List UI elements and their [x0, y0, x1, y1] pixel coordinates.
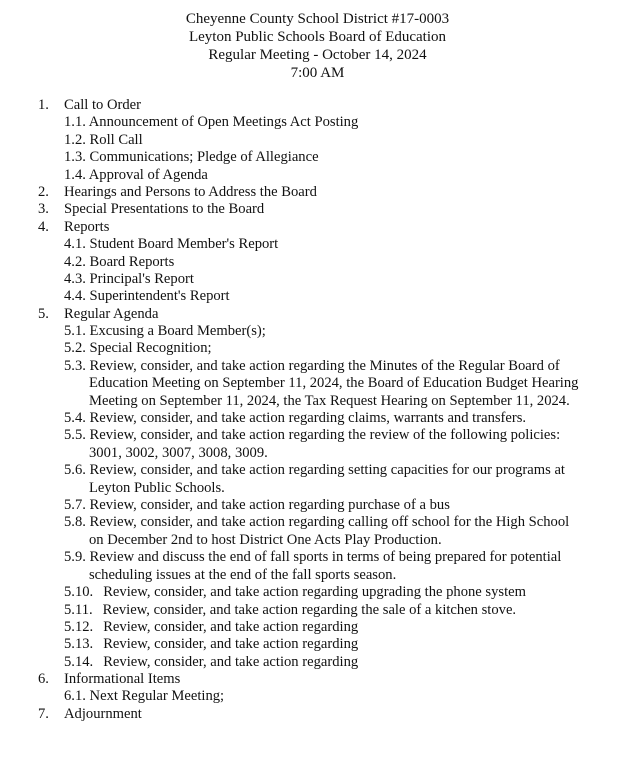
- agenda-subitem: [0, 167, 635, 184]
- subitem-number: 5.11.: [64, 601, 93, 618]
- subitem-number: 4.2.: [64, 253, 86, 270]
- agenda-subitem: [0, 619, 635, 636]
- item-number: 6.: [38, 671, 49, 688]
- subitem-number: 5.6.: [64, 462, 86, 479]
- meeting-title: Regular Meeting - October 14, 2024: [208, 47, 427, 63]
- subitem-text: Announcement of Open Meetings Act Posting: [88, 114, 359, 131]
- agenda-item: [0, 706, 635, 723]
- subitem-number: 5.2.: [64, 340, 86, 357]
- agenda-subitem: [0, 236, 635, 253]
- agenda-item: [0, 219, 635, 236]
- agenda-subitem: [0, 636, 635, 653]
- subitem-number: 1.4.: [64, 166, 86, 183]
- agenda-subitem: [0, 497, 635, 514]
- subitem-number: 5.1.: [64, 323, 86, 340]
- subitem-text: Review, consider, and take action regarding claims, warrants and transfers.: [89, 410, 527, 427]
- item-number: 2.: [38, 183, 49, 200]
- subitem-number: 5.8.: [64, 514, 86, 531]
- subitem-text-line: Review and discuss the end of fall sports in terms of being prepared for potential: [89, 549, 562, 566]
- district-name: Cheyenne County School District #17-0003: [185, 11, 450, 27]
- subitem-text-line: Leyton Public Schools.: [89, 479, 225, 496]
- agenda-list: [0, 97, 635, 723]
- agenda-subitem: [0, 271, 635, 288]
- agenda-subitem: [0, 132, 635, 149]
- subitem-number: 5.12.: [64, 618, 94, 635]
- agenda-subitem: [0, 602, 635, 619]
- agenda-subitem: [0, 688, 635, 705]
- agenda-subitem: [0, 410, 635, 427]
- agenda-subitem: [64, 514, 635, 549]
- subitem-number: 1.1.: [64, 114, 86, 131]
- item-title: Hearings and Persons to Address the Board: [64, 183, 317, 200]
- subitem-text-line: Review, consider, and take action regarding setting capacities for our programs at: [89, 462, 565, 479]
- subitem-text: Review, consider, and take action regarding: [103, 653, 359, 670]
- subitem-number: 5.3.: [64, 357, 86, 374]
- item-title: Reports: [64, 218, 110, 235]
- subitem-number: 6.1.: [64, 688, 86, 705]
- board-name: Leyton Public Schools Board of Education: [188, 29, 447, 45]
- agenda-subitem: [64, 549, 635, 584]
- agenda-subitem: [0, 340, 635, 357]
- agenda-subitem: [0, 323, 635, 340]
- subitem-number: 4.1.: [64, 236, 86, 253]
- subitem-text-line: Review, consider, and take action regarding the review of the following policies:: [89, 427, 561, 444]
- item-title: Call to Order: [64, 97, 142, 113]
- subitem-text-line: Education Meeting on September 11, 2024, the Board of Education Budget Hearing: [89, 375, 579, 392]
- document-header: [0, 10, 635, 82]
- subitem-text-line: 3001, 3002, 3007, 3008, 3009.: [89, 444, 268, 461]
- agenda-subitem: [0, 254, 635, 271]
- subitem-text: Review, consider, and take action regarding purchase of a bus: [89, 497, 450, 514]
- item-title: Informational Items: [64, 671, 181, 688]
- agenda-subitem: [64, 427, 635, 462]
- agenda-item: [0, 201, 635, 218]
- subitem-text: Approval of Agenda: [88, 166, 208, 183]
- agenda-subitem: [0, 288, 635, 305]
- subitem-number: 5.9.: [64, 549, 86, 566]
- subitem-text: Superintendent's Report: [89, 288, 230, 305]
- subitem-text: Student Board Member's Report: [89, 236, 279, 253]
- item-title: Special Presentations to the Board: [64, 201, 265, 218]
- subitem-text: Review, consider, and take action regarding: [103, 636, 359, 653]
- agenda-item: [0, 97, 635, 114]
- item-number: 1.: [38, 97, 49, 113]
- agenda-subitem: [64, 462, 635, 497]
- subitem-text: Principal's Report: [89, 270, 194, 287]
- subitem-text-line: Review, consider, and take action regarding the Minutes of the Regular Board of: [89, 357, 560, 374]
- meeting-time: 7:00 AM: [290, 65, 345, 81]
- agenda-subitem: [0, 584, 635, 601]
- subitem-text: Excusing a Board Member(s);: [89, 323, 266, 340]
- subitem-number: 5.5.: [64, 427, 86, 444]
- agenda-item: [0, 184, 635, 201]
- subitem-text: Roll Call: [89, 131, 143, 148]
- subitem-number: 1.3.: [64, 149, 86, 166]
- agenda-item: [0, 306, 635, 323]
- agenda-subitem: [0, 654, 635, 671]
- subitem-number: 5.4.: [64, 410, 86, 427]
- subitem-text-line: on December 2nd to host District One Acts Play Production.: [89, 531, 442, 548]
- subitem-text: Special Recognition;: [89, 340, 212, 357]
- subitem-text: Board Reports: [89, 253, 175, 270]
- item-title: Regular Agenda: [64, 305, 159, 322]
- subitem-text: Communications; Pledge of Allegiance: [89, 149, 319, 166]
- agenda-subitem: [0, 149, 635, 166]
- subitem-text: Review, consider, and take action regarding the sale of a kitchen stove.: [102, 601, 517, 618]
- agenda-subitem: [64, 358, 635, 410]
- agenda-item: [0, 671, 635, 688]
- subitem-text: Next Regular Meeting;: [89, 688, 225, 705]
- subitem-number: 5.10.: [64, 584, 94, 601]
- item-title: Adjournment: [64, 705, 142, 722]
- subitem-text-line: scheduling issues at the end of the fall sports season.: [89, 566, 397, 583]
- item-number: 7.: [38, 705, 49, 722]
- item-number: 3.: [38, 201, 49, 218]
- item-number: 4.: [38, 218, 49, 235]
- subitem-number: 5.7.: [64, 497, 86, 514]
- subitem-text-line: Review, consider, and take action regarding calling off school for the High School: [89, 514, 570, 531]
- subitem-number: 4.4.: [64, 288, 86, 305]
- subitem-number: 1.2.: [64, 131, 86, 148]
- subitem-text-line: Meeting on September 11, 2024, the Tax Request Hearing on September 11, 2024.: [89, 392, 570, 409]
- subitem-number: 5.14.: [64, 653, 94, 670]
- item-number: 5.: [38, 305, 49, 322]
- subitem-number: 5.13.: [64, 636, 94, 653]
- subitem-text: Review, consider, and take action regarding: [103, 618, 359, 635]
- agenda-subitem: [0, 114, 635, 131]
- subitem-number: 4.3.: [64, 270, 86, 287]
- subitem-text: Review, consider, and take action regarding upgrading the phone system: [103, 584, 526, 601]
